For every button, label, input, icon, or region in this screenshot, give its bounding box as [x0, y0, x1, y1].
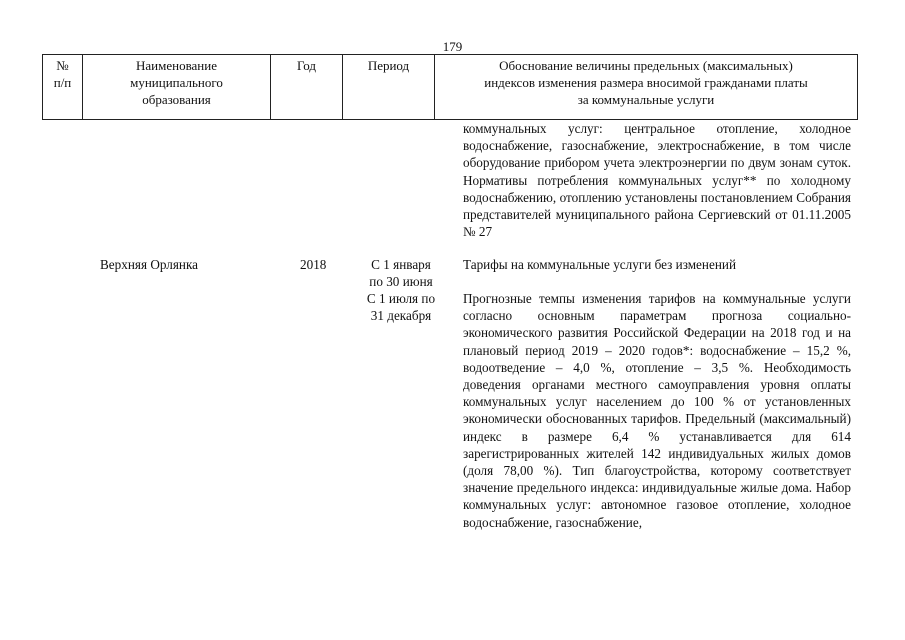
- header-cell-basis: [435, 55, 858, 120]
- header-year: Год: [296, 58, 317, 73]
- header-number-line2: п/п: [53, 75, 72, 90]
- page-number: 179: [442, 39, 463, 54]
- table-header: [42, 54, 858, 120]
- header-period: Период: [367, 58, 410, 73]
- header-cell-number: [43, 55, 83, 120]
- header-municipality-line3: образования: [142, 92, 211, 107]
- header-municipality-line1: Наименование: [136, 58, 217, 73]
- header-basis-line2: индексов изменения размера вносимой гражданами платы: [484, 75, 808, 90]
- period-first-half-line1: С 1 января: [371, 257, 431, 272]
- period-second-half: [355, 290, 447, 324]
- header-basis-line3: за коммунальные услуги: [577, 92, 715, 107]
- period-first-half: [355, 256, 447, 290]
- period-first-half-line2: по 30 июня: [369, 274, 433, 290]
- header-cell-municipality: [83, 55, 271, 120]
- header-cell-period: [343, 55, 435, 120]
- row-year: 2018: [300, 257, 327, 272]
- period-second-half-line2: 31 декабря: [370, 308, 432, 324]
- header-basis-line1: Обоснование величины предельных (максимальных): [499, 58, 793, 73]
- basis-first-half: Тарифы на коммунальные услуги без изменений: [463, 257, 736, 272]
- basis-second-half: Прогнозные темпы изменения тарифов на коммунальные услуги согласно основным параметрам прогноза социально-экономического развития Российской Федерации на 2018 год и на плановый период 2019 – 2020 годов*: водоснабжение – 15,2 %, водоотведение – 4,0 %, отопление – 3,5 %. Необходимость доведения органами местного самоуправления уровня оплаты коммунальных услуг населением до 100 % от установленных экономически обоснованных тарифов. Предельный (максимальный) индекс в размере 6,4 % устанавливается для 614 зарегистрированных жителей 142 индивидуальных жилых домов (доля 78,00 %). Тип благоустройства, которому соответствует значение предельного индекса: индивидуальные жилые дома. Набор коммунальных услуг: автономное газовое отопление, холодное водоснабжение, газоснабжение,: [463, 291, 851, 530]
- municipality-name: Верхняя Орлянка: [100, 257, 199, 272]
- header-cell-year: [271, 55, 343, 120]
- period-second-half-line1: С 1 июля по: [366, 291, 436, 306]
- header-municipality-line2: муниципального: [130, 75, 223, 90]
- continuation-paragraph: коммунальных услуг: центральное отопление, холодное водоснабжение, газоснабжение, электроснабжение, в том числе оборудование прибором учета электроэнергии по двум зонам суток. Нормативы потребления коммунальных услуг** по холодному водоснабжению, отоплению установлены постановлением Собрания представителей муниципального района Сергиевский от 01.11.2005 № 27: [463, 121, 851, 240]
- header-number-line1: №: [56, 58, 69, 73]
